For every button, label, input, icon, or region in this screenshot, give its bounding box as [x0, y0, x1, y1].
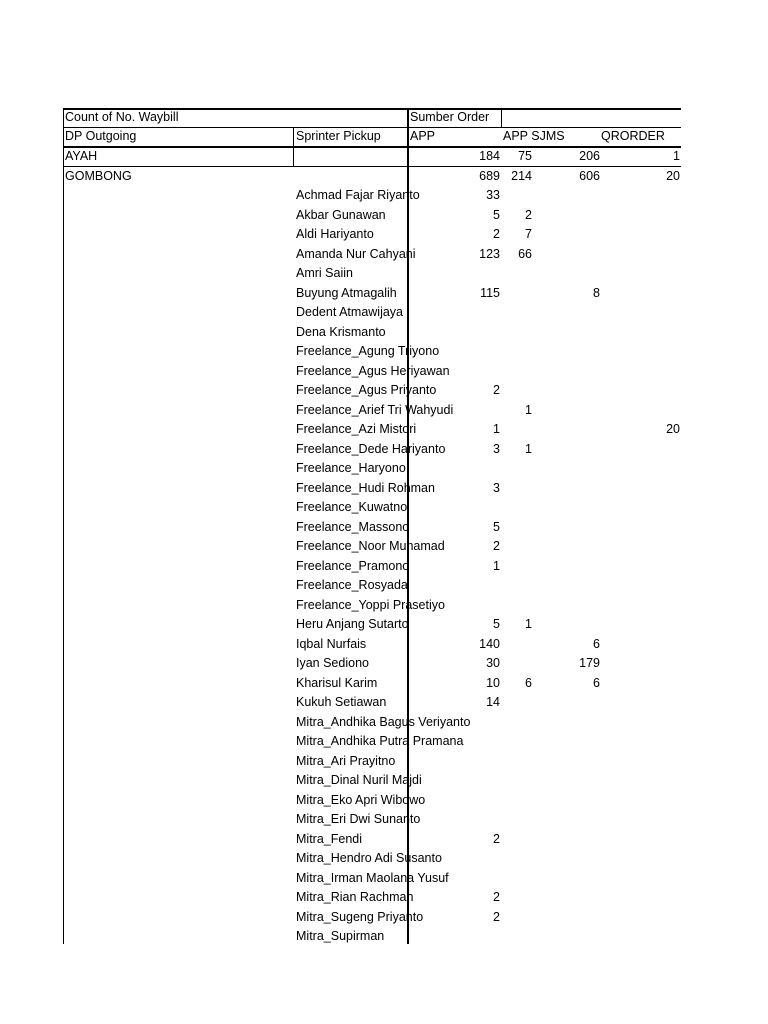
app-value: 2 — [493, 227, 500, 241]
sprinter-name: Freelance_Agus Heriyawan — [296, 363, 450, 378]
app-sjms-value — [482, 518, 532, 538]
app-sjms-value: 1 — [525, 402, 532, 417]
sprinter-pickup-header: Sprinter Pickup — [296, 129, 381, 143]
qrorder-value — [620, 518, 680, 538]
third-value — [540, 459, 600, 479]
qrorder-value — [620, 810, 680, 830]
sprinter-name: Akbar Gunawan — [296, 207, 386, 222]
sprinter-name: Freelance_Hudi Rohman — [296, 480, 435, 495]
app-value: 2 — [493, 831, 500, 846]
sprinter-name: Buyung Atmagalih — [296, 285, 397, 300]
sprinter-name: Mitra_Andhika Putra Pramana — [296, 734, 464, 748]
qrorder-value — [620, 927, 680, 947]
sprinter-name: Mitra_Dinal Nuril Majdi — [296, 773, 422, 787]
third-value: 6 — [593, 675, 600, 690]
third-value — [540, 537, 600, 557]
qrorder-value — [620, 459, 680, 479]
sprinter-name: Freelance_Dede Hariyanto — [296, 441, 446, 456]
sprinter-name: Mitra_Andhika Bagus Veriyanto — [296, 714, 471, 729]
app-sjms-value — [482, 888, 532, 908]
sprinter-name: Mitra_Rian Rachman — [296, 890, 414, 904]
qrorder-value — [620, 342, 680, 362]
third-value — [540, 908, 600, 928]
sprinter-name: Freelance_Kuwatno — [296, 500, 408, 514]
group-app-value: 689 — [479, 169, 500, 183]
group-sjms-value: 214 — [511, 169, 532, 183]
app-sjms-value — [482, 381, 532, 401]
app-value: 3 — [493, 441, 500, 456]
app-sjms-value — [482, 771, 532, 791]
count-of-waybill-label: Count of No. Waybill — [65, 110, 179, 124]
app-sjms-value: 2 — [525, 207, 532, 222]
sprinter-name: Freelance_Arief Tri Wahyudi — [296, 402, 454, 417]
third-value — [540, 713, 600, 733]
qrorder-value — [620, 206, 680, 226]
app-sjms-value — [482, 479, 532, 499]
app-sjms-value — [482, 264, 532, 284]
app-sjms-value — [482, 810, 532, 830]
sprinter-name: Kukuh Setiawan — [296, 695, 387, 709]
third-value — [540, 810, 600, 830]
app-value: 1 — [493, 422, 500, 436]
qrorder-value — [620, 869, 680, 889]
app-sjms-value — [482, 498, 532, 518]
qrorder-value — [620, 908, 680, 928]
app-value: 1 — [493, 558, 500, 573]
group-third-value: 606 — [579, 169, 600, 183]
qrorder-value — [620, 303, 680, 323]
sprinter-name: Dena Krismanto — [296, 324, 386, 339]
sprinter-name: Kharisul Karim — [296, 675, 378, 690]
app-sjms-value: 1 — [525, 617, 532, 631]
qrorder-value — [620, 849, 680, 869]
app-value: 5 — [493, 617, 500, 631]
sprinter-name: Freelance_Rosyada — [296, 578, 408, 592]
app-value: 30 — [486, 656, 500, 670]
sprinter-name: Freelance_Pramono — [296, 558, 410, 573]
third-value: 6 — [593, 636, 600, 651]
sprinter-name: Aldi Hariyanto — [296, 227, 374, 241]
app-sjms-value — [482, 537, 532, 557]
sprinter-name: Freelance_Agus Priyanto — [296, 383, 437, 397]
group-third-value: 206 — [579, 149, 600, 163]
third-value — [540, 869, 600, 889]
third-value — [540, 264, 600, 284]
qrorder-value — [620, 362, 680, 382]
app-header: APP — [410, 129, 436, 143]
app-sjms-value — [482, 362, 532, 382]
qrorder-value: 20 — [666, 422, 680, 436]
third-value — [540, 596, 600, 616]
third-value — [540, 498, 600, 518]
sprinter-name: Heru Anjang Sutarto — [296, 617, 409, 631]
app-sjms-value: 1 — [525, 441, 532, 456]
sprinter-name: Mitra_Hendro Adi Susanto — [296, 851, 442, 865]
qrorder-value — [620, 693, 680, 713]
third-value — [540, 791, 600, 811]
group-qr-value: 1 — [673, 149, 680, 163]
sprinter-name: Freelance_Haryono — [296, 461, 406, 475]
app-sjms-value — [482, 654, 532, 674]
group-app-value: 184 — [479, 149, 500, 163]
dp-outgoing-header: DP Outgoing — [65, 129, 137, 143]
app-sjms-value — [482, 596, 532, 616]
qrorder-value — [620, 245, 680, 265]
third-value — [540, 303, 600, 323]
app-value: 2 — [493, 539, 500, 553]
third-value — [540, 323, 600, 343]
qrorder-value — [620, 791, 680, 811]
sprinter-name: Mitra_Irman Maolana Yusuf — [296, 870, 449, 885]
third-value — [540, 615, 600, 635]
qrorder-value — [620, 615, 680, 635]
qrorder-value — [620, 284, 680, 304]
sprinter-name: Mitra_Ari Prayitno — [296, 753, 396, 768]
group-name: AYAH — [65, 149, 98, 163]
qrorder-value — [620, 381, 680, 401]
group-qr-value: 20 — [666, 169, 680, 183]
third-value: 8 — [593, 285, 600, 300]
sumber-order-label: Sumber Order — [410, 110, 490, 124]
qrorder-value — [620, 186, 680, 206]
third-value — [540, 732, 600, 752]
qrorder-value — [620, 674, 680, 694]
app-value: 115 — [480, 285, 500, 300]
app-sjms-value — [482, 459, 532, 479]
app-sjms-value — [482, 635, 532, 655]
app-value: 3 — [493, 480, 500, 495]
sumber-order-box-border — [501, 108, 502, 127]
sprinter-column-border — [293, 127, 294, 167]
app-sjms-value — [482, 303, 532, 323]
qrorder-value — [620, 537, 680, 557]
sprinter-name: Mitra_Fendi — [296, 831, 362, 846]
third-value — [540, 420, 600, 440]
app-sjms-value — [482, 927, 532, 947]
app-sjms-header: APP SJMS — [503, 129, 565, 143]
group-sjms-value: 75 — [518, 149, 532, 163]
app-value: 123 — [479, 246, 500, 261]
qrorder-value — [620, 440, 680, 460]
app-value: 14 — [486, 695, 500, 709]
sprinter-name: Achmad Fajar Riyanto — [296, 188, 420, 202]
sprinter-name: Mitra_Supirman — [296, 929, 385, 943]
qrorder-value — [620, 713, 680, 733]
sprinter-name: Iqbal Nurfais — [296, 636, 367, 651]
qrorder-value — [620, 888, 680, 908]
third-value: 179 — [579, 656, 600, 670]
qrorder-value — [620, 401, 680, 421]
app-sjms-value — [482, 732, 532, 752]
app-sjms-value — [482, 576, 532, 596]
qrorder-value — [620, 752, 680, 772]
sprinter-name: Mitra_Eko Apri Wibowo — [296, 792, 426, 807]
app-sjms-value — [482, 791, 532, 811]
third-value — [540, 693, 600, 713]
app-value: 2 — [493, 383, 500, 397]
third-value — [540, 440, 600, 460]
app-sjms-value: 6 — [525, 675, 532, 690]
app-sjms-value — [482, 830, 532, 850]
app-sjms-value — [482, 713, 532, 733]
app-sjms-value — [482, 557, 532, 577]
group-name: GOMBONG — [65, 169, 132, 183]
third-value — [540, 479, 600, 499]
third-value — [540, 752, 600, 772]
qrorder-value — [620, 830, 680, 850]
app-value: 10 — [486, 675, 500, 690]
third-value — [540, 342, 600, 362]
third-value — [540, 518, 600, 538]
qrorder-header: QRORDER — [601, 129, 665, 143]
third-value — [540, 401, 600, 421]
sprinter-name: Freelance_Massono — [296, 519, 410, 534]
qrorder-value — [620, 732, 680, 752]
app-value: 2 — [493, 909, 500, 924]
app-sjms-value — [482, 849, 532, 869]
sprinter-name: Amanda Nur Cahyani — [296, 246, 416, 261]
third-value — [540, 557, 600, 577]
qrorder-value — [620, 479, 680, 499]
app-value: 33 — [486, 188, 500, 202]
sprinter-name: Amri Saiin — [296, 266, 353, 280]
left-border — [63, 108, 64, 944]
third-value — [540, 362, 600, 382]
app-value: 5 — [493, 207, 500, 222]
qrorder-value — [620, 557, 680, 577]
app-sjms-value — [482, 323, 532, 343]
app-value: 2 — [493, 890, 500, 904]
qrorder-value — [620, 576, 680, 596]
qrorder-value — [620, 596, 680, 616]
sprinter-name: Mitra_Sugeng Priyanto — [296, 909, 424, 924]
app-sjms-value — [482, 342, 532, 362]
sprinter-name: Freelance_Azi Mistori — [296, 422, 417, 436]
sprinter-name: Mitra_Eri Dwi Sunanto — [296, 812, 421, 826]
app-sjms-value — [482, 420, 532, 440]
sprinter-name: Freelance_Noor Muhamad — [296, 539, 445, 553]
third-value — [540, 771, 600, 791]
qrorder-value — [620, 635, 680, 655]
app-sjms-value — [482, 284, 532, 304]
qrorder-value — [620, 323, 680, 343]
qrorder-value — [620, 264, 680, 284]
qrorder-value — [620, 498, 680, 518]
sprinter-name: Iyan Sediono — [296, 656, 369, 670]
app-sjms-value — [482, 752, 532, 772]
third-value — [540, 381, 600, 401]
sprinter-name: Freelance_Yoppi Prasetiyo — [296, 597, 445, 612]
app-sjms-value — [482, 908, 532, 928]
third-value — [540, 576, 600, 596]
third-value — [540, 888, 600, 908]
third-value — [540, 849, 600, 869]
app-value: 5 — [493, 519, 500, 534]
app-sjms-value: 66 — [518, 246, 532, 261]
app-sjms-value — [482, 186, 532, 206]
third-value — [540, 186, 600, 206]
sprinter-name: Dedent Atmawijaya — [296, 305, 404, 319]
app-sjms-value: 7 — [525, 227, 532, 241]
third-value — [540, 225, 600, 245]
third-value — [540, 927, 600, 947]
qrorder-value — [620, 225, 680, 245]
app-sjms-value — [482, 869, 532, 889]
sprinter-name: Freelance_Agung Triyono — [296, 344, 440, 358]
third-value — [540, 830, 600, 850]
third-value — [540, 245, 600, 265]
app-sjms-value — [482, 693, 532, 713]
qrorder-value — [620, 654, 680, 674]
third-value — [540, 206, 600, 226]
qrorder-value — [620, 771, 680, 791]
app-value: 140 — [479, 636, 500, 651]
